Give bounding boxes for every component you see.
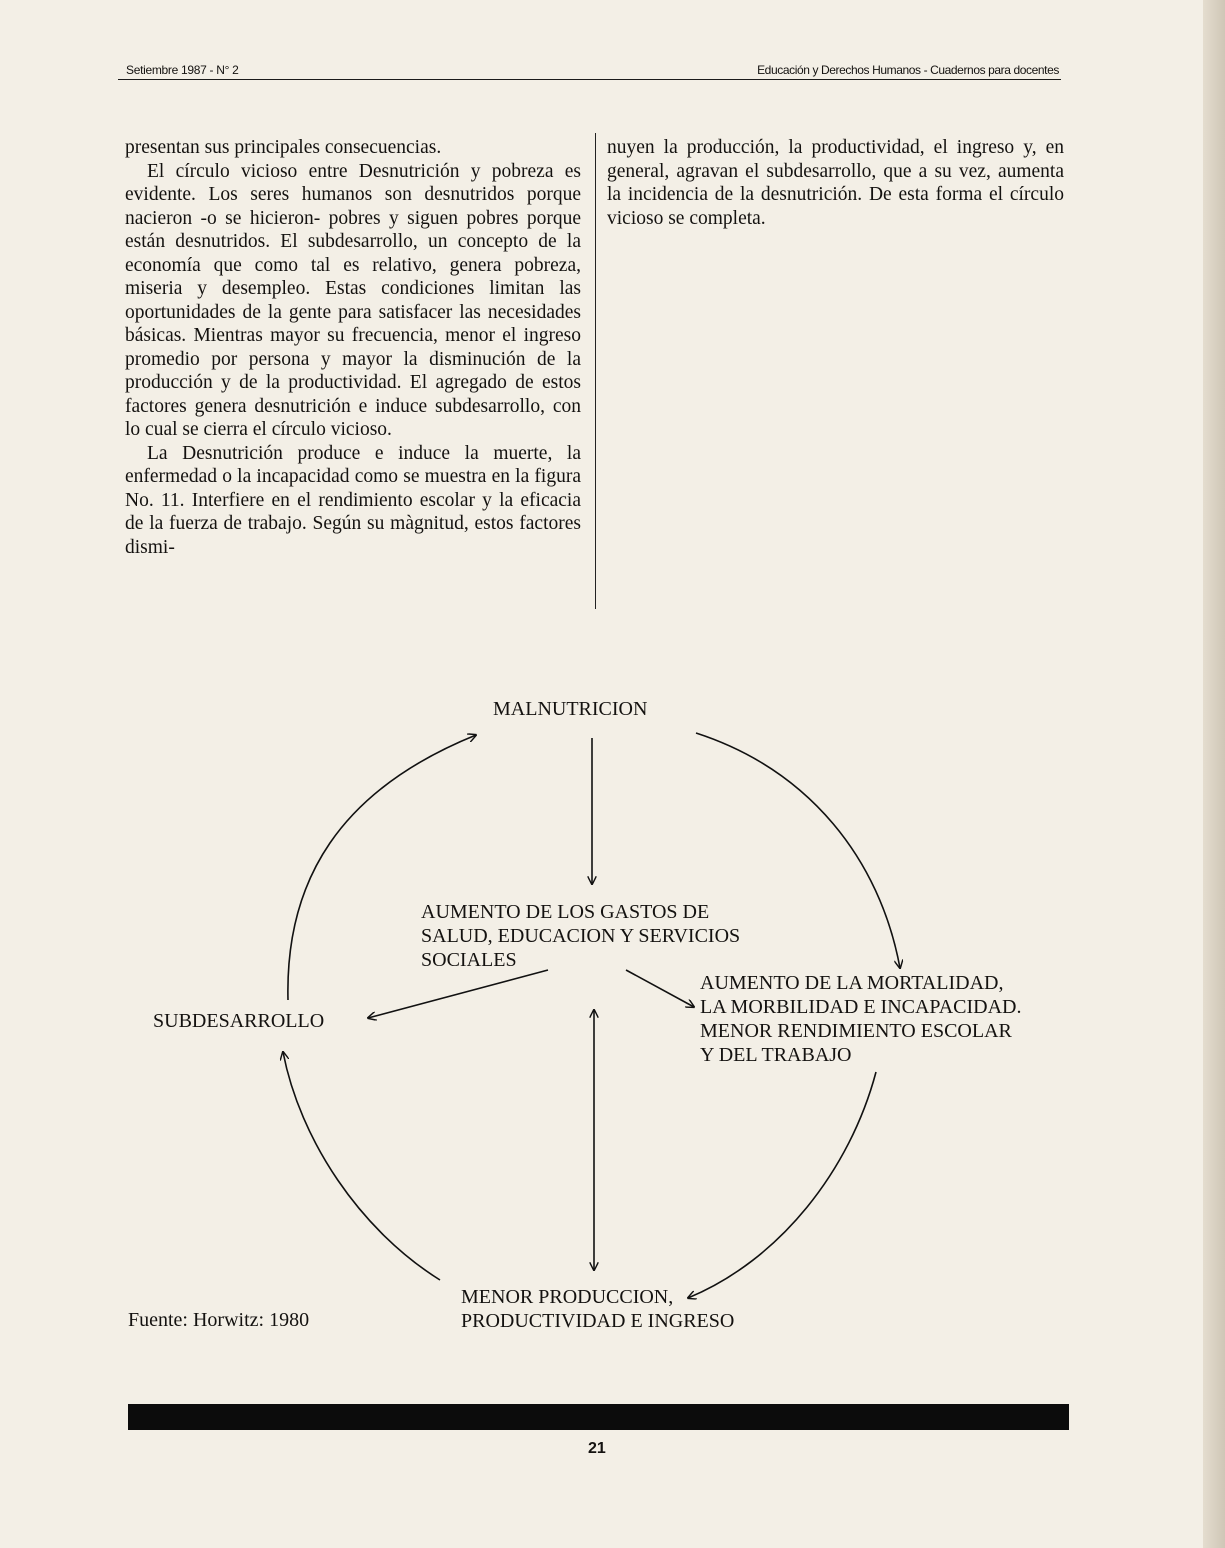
paragraph: nuyen la producción, la productividad, el ingreso y, en general, agravan el subdesarrollo, que a su vez, aumenta la incidencia de la desnutrición. De esta forma el círculo vicioso se completa.: [607, 137, 1064, 229]
node-menor-produccion: [461, 1285, 734, 1333]
node-line: SALUD, EDUCACION Y SERVICIOS: [421, 925, 741, 947]
node-aumento-gastos: [421, 900, 740, 972]
arrow-gastos-to-mortalidad: [626, 970, 694, 1007]
header-issue: Setiembre 1987 - N° 2: [126, 63, 239, 77]
node-line: SOCIALES: [421, 949, 517, 971]
page-number: 21: [588, 1440, 606, 1457]
paragraph: La Desnutrición produce e induce la muerte, la enfermedad o la incapacidad como se muestra en la figura No. 11. Interfiere en el rendimiento escolar y la eficacia de la fuerza de trabajo. Según su màgnitud, estos factores dismi-: [125, 442, 581, 558]
node-line: Y DEL TRABAJO: [700, 1044, 852, 1066]
node-line: MENOR PRODUCCION,: [461, 1286, 674, 1308]
node-line: AUMENTO DE LOS GASTOS DE: [421, 901, 710, 923]
footer-bar: [128, 1404, 1069, 1430]
node-subdesarrollo: SUBDESARROLLO: [153, 1010, 325, 1032]
node-line: PRODUCTIVIDAD E INGRESO: [461, 1310, 735, 1332]
arrow-mortalidad-to-produccion: [688, 1072, 876, 1298]
paragraph: presentan sus principales consecuencias.: [125, 137, 442, 158]
paragraph: El círculo vicioso entre Desnutrición y pobreza es evidente. Los seres humanos son desnutridos porque nacieron -o se hicieron- pobres y siguen pobres porque están desnutridos. El subdesarrollo, un concepto de la economía que como tal es relativo, genera pobreza, miseria y desempleo. Estas condiciones limitan las oportunidades de la gente para satisfacer las necesidades básicas. Mientras mayor su frecuencia, menor el ingreso promedio por persona y mayor la disminución de la producción y de la productividad. El agregado de estos factores genera desnutrición e induce subdesarrollo, con lo cual se cierra el círculo vicioso.: [125, 160, 581, 440]
node-line: LA MORBILIDAD E INCAPACIDAD.: [700, 996, 1022, 1018]
node-line: MENOR RENDIMIENTO ESCOLAR: [700, 1020, 1012, 1042]
arrow-gastos-to-subdesarrollo: [368, 970, 548, 1018]
node-aumento-mortalidad: [700, 971, 1022, 1067]
node-line: AUMENTO DE LA MORTALIDAD,: [700, 972, 1004, 994]
header-publication: Educación y Derechos Humanos - Cuadernos para docentes: [757, 63, 1059, 77]
figure-source: Fuente: Horwitz: 1980: [128, 1309, 310, 1331]
arrow-produccion-to-subdesarrollo: [283, 1052, 440, 1280]
node-malnutricion: MALNUTRICION: [493, 698, 648, 720]
